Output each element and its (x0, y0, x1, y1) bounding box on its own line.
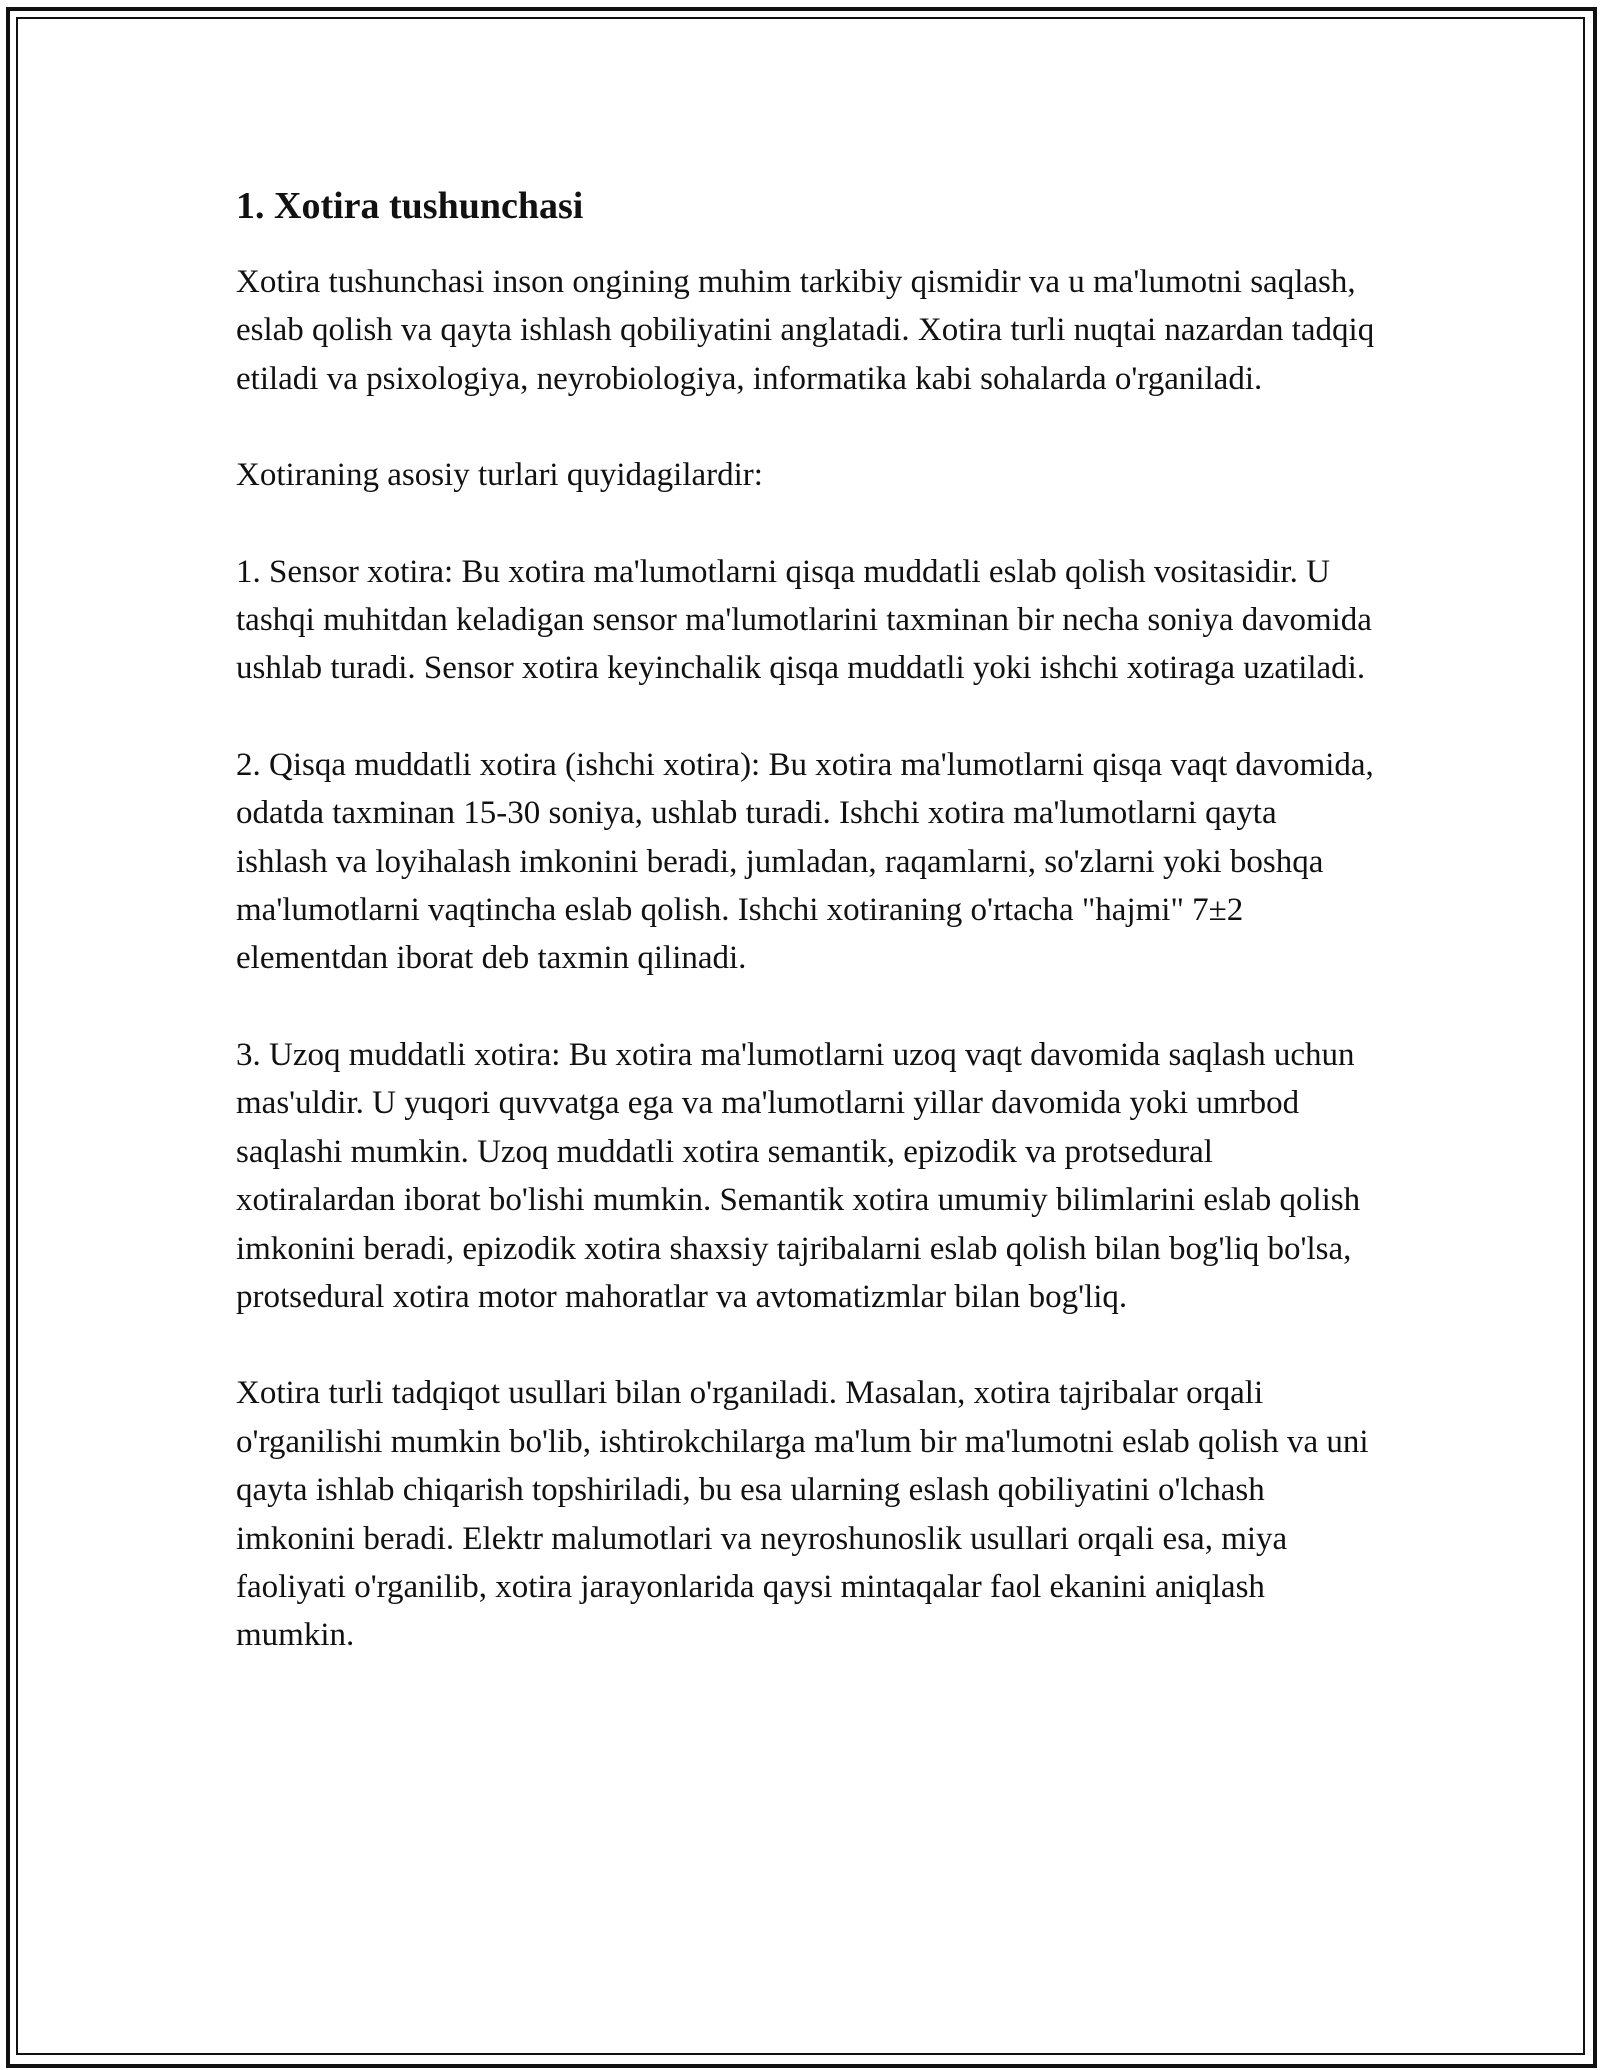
document-body (236, 180, 1376, 1708)
paragraph-long-term-memory: 3. Uzoq muddatli xotira: Bu xotira ma'lumotlarni uzoq vaqt davomida saqlash uchun mas'uldir. U yuqori quvvatga ega va ma'lumotlarni yillar davomida yoki umrbod saqlashi mumkin. Uzoq muddatli xotira semantik, epizodik va protsedural xotiralardan iborat bo'lishi mumkin. Semantik xotira umumiy bilimlarini eslab qolish imkonini beradi, epizodik xotira shaxsiy tajribalarni eslab qolish bilan bog'liq bo'lsa, protsedural xotira motor mahoratlar va avtomatizmlar bilan bog'liq. (236, 1036, 1361, 1315)
paragraph-sensory-memory: 1. Sensor xotira: Bu xotira ma'lumotlarni qisqa muddatli eslab qolish vositasidir. U tashqi muhitdan keladigan sensor ma'lumotlarini taxminan bir necha soniya davomida ushlab turadi. Sensor xotira keyinchalik qisqa muddatli yoki ishchi xotiraga uzatiladi. (236, 553, 1372, 687)
section-heading: 1. Xotira tushunchasi (236, 185, 584, 227)
paragraph-intro: Xotira tushunchasi inson ongining muhim tarkibiy qismidir va u ma'lumotni saqlash, eslab qolish va qayta ishlash qobiliyatini anglatadi. Xotira turli nuqtai nazardan tadqiq etiladi va psixologiya, neyrobiologiya, informatika kabi sohalarda o'rganiladi. (236, 264, 1375, 397)
paragraph-types-intro: Xotiraning asosiy turlari quyidagilardir: (236, 457, 763, 494)
paragraph-research-methods: Xotira turli tadqiqot usullari bilan o'rganiladi. Masalan, xotira tajribalar orqali o'rganilishi mumkin bo'lib, ishtirokchilarga ma'lum bir ma'lumotni eslab qolish va uni qayta ishlab chiqarish topshiriladi, bu esa ularning eslash qobiliyatini o'lchash imkonini beradi. Elektr malumotlari va neyroshunoslik usullari orqali esa, miya faoliyati o'rganilib, xotira jarayonlarida qaysi mintaqalar faol ekanini aniqlash mumkin. (236, 1375, 1369, 1654)
paragraph-short-term-memory: 2. Qisqa muddatli xotira (ishchi xotira): Bu xotira ma'lumotlarni qisqa vaqt davomida, odatda taxminan 15-30 soniya, ushlab turadi. Ishchi xotira ma'lumotlarni qayta ishlash va loyihalash imkonini beradi, jumladan, raqamlarni, so'zlarni yoki boshqa ma'lumotlarni vaqtincha eslab qolish. Ishchi xotiraning o'rtacha "hajmi" 7±2 elementdan iborat deb taxmin qilinadi. (236, 746, 1374, 977)
